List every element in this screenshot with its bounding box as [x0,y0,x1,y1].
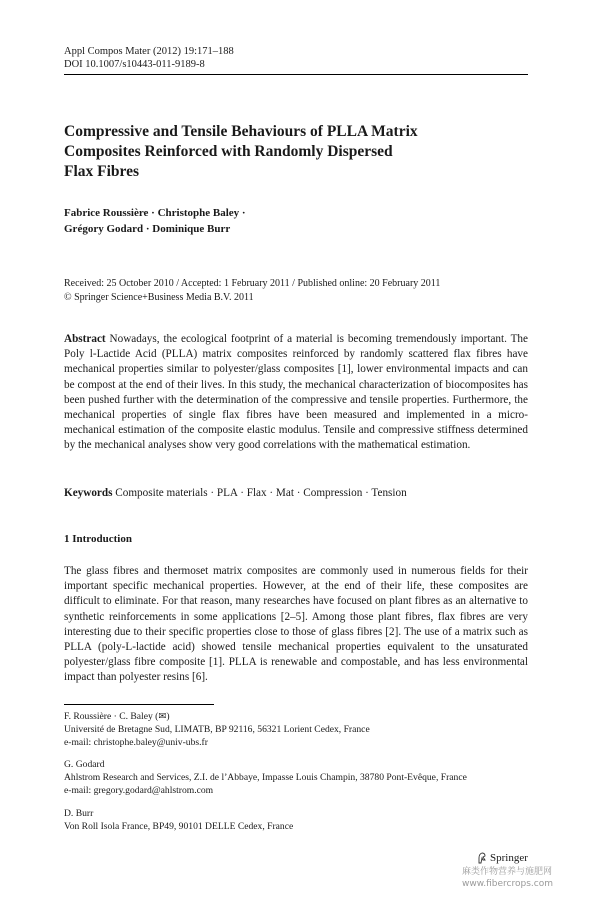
header-rule [64,74,528,75]
springer-horse-icon [477,852,487,864]
affiliation [64,758,467,797]
affiliation-email: e-mail: christophe.baley@univ-ubs.fr [64,737,208,748]
paper-title [64,122,534,182]
publication-dates [64,277,534,304]
watermark-url: www.fibercrops.com [462,879,553,889]
keywords-label: Keywords [64,487,113,499]
intro-paragraph: The glass fibres and thermoset matrix composites are commonly used in numerous fields for their important specific mechanical properties. However, at the end of their life, these composites are difficult to eliminate. For that reason, many researches have focused on plant fibres as an alternative to synthetic reinforcements in some applications [2–5]. Among those plant fibres, flax fibres are very interesting due to their specific properties close to those of glass fibres [2]. The use of a matrix such as PLLA (poly-L-lactide acid) showed tensile mechanical properties equivalent to the unsaturated polyester/glass fibre composite [1]. PLLA is renewable and compostable, and has less environmental impact than polyester resins [6]. [64,565,528,684]
keywords-text: Composite materials · PLA · Flax · Mat · Compression · Tension [115,487,407,499]
affiliation-names: F. Roussière · C. Baley (✉) [64,711,170,722]
abstract [64,332,528,454]
title-line: Flax Fibres [64,163,140,180]
footnote-rule [64,704,214,705]
affiliation-names: D. Burr [64,808,94,819]
affiliation [64,710,370,749]
affiliation-names: G. Godard [64,759,105,770]
watermark [462,866,553,890]
title-line: Composites Reinforced with Randomly Dispersed [64,143,393,160]
doi: DOI 10.1007/s10443-011-9189-8 [64,59,205,70]
authors-line: Grégory Godard · Dominique Burr [64,223,231,235]
affiliation-email: e-mail: gregory.godard@ahlstrom.com [64,785,214,796]
authors-line: Fabrice Roussière · Christophe Baley · [64,207,246,219]
title-line: Compressive and Tensile Behaviours of PLLA Matrix [64,123,418,140]
publisher-logo [477,852,528,864]
affiliation-address: Ahlstrom Research and Services, Z.I. de l’Abbaye, Impasse Louis Champin, 38780 Pont-Evêque, France [64,772,467,783]
publisher-name: Springer [490,852,528,864]
abstract-text: Nowadays, the ecological footprint of a material is becoming tremendously important. The Poly l-Lactide Acid (PLLA) matrix composites reinforced by randomly scattered flax fibres have mechanical properties similar to polyester/glass composites [1], lower environmental impacts and can be compost at the end of their lives. In this study, the mechanical characterization of biocomposites has been pushed further with the determination of the compressive and tensile properties. Furthermore, the mechanical properties of single flax fibres have been measured and implemented in a micro-mechanical estimation of the composite elastic modulus. Tensile and compressive stiffness determined by the mechanical analyses show very good correlations with the mathematical estimation. [64,333,528,452]
section-heading: 1 Introduction [64,533,132,545]
abstract-label: Abstract [64,333,106,345]
author-list [64,205,246,237]
copyright-line: © Springer Science+Business Media B.V. 2011 [64,291,254,303]
journal-citation: Appl Compos Mater (2012) 19:171–188 [64,46,234,57]
keywords [64,486,528,501]
watermark-line: 麻类作物营养与施肥网 [462,867,553,877]
affiliation [64,807,293,833]
dates-line: Received: 25 October 2010 / Accepted: 1 February 2011 / Published online: 20 February 2011 [64,278,441,289]
affiliation-address: Université de Bretagne Sud, LIMATB, BP 92116, 56321 Lorient Cedex, France [64,724,370,735]
affiliation-address: Von Roll Isola France, BP49, 90101 DELLE Cedex, France [64,821,294,832]
